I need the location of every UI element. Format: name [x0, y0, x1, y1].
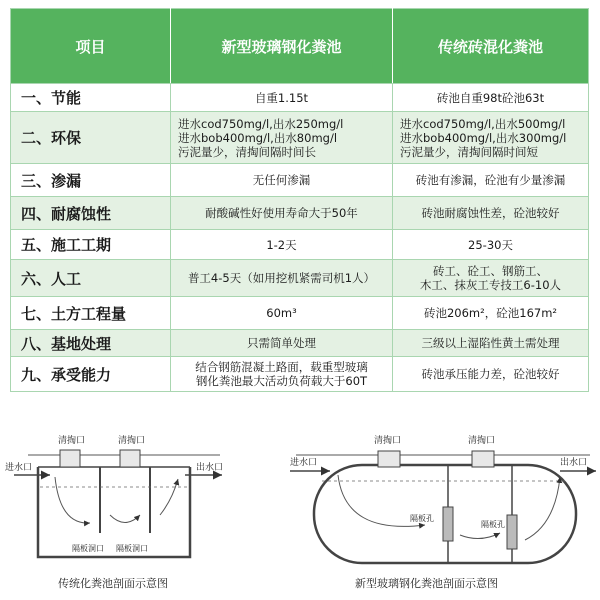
traditional-tank-wall — [38, 467, 190, 557]
manhole-1 — [60, 450, 80, 467]
cell-line: 自重1.15t — [254, 90, 309, 105]
cell-line: 砖池自重98t砼池63t — [436, 90, 545, 105]
row-label: 八、基地处理 — [11, 330, 171, 357]
new-tank-value — [171, 164, 393, 197]
table-row — [11, 260, 589, 297]
table-body — [11, 84, 589, 392]
cell-line: 砖池承压能力差，砼池较好 — [421, 367, 560, 381]
new-tank-value — [171, 230, 393, 260]
manhole-right-1 — [378, 451, 400, 467]
cell-line: 耐酸碱性好使用寿命大于50年 — [205, 206, 358, 220]
flow-arrow-3 — [160, 479, 178, 515]
cell-line: 无任何渗漏 — [252, 173, 311, 187]
right-diagram-caption: 新型玻璃钢化粪池剖面示意图 — [355, 577, 498, 590]
flow-arrow-1 — [55, 477, 90, 523]
row-label: 九、承受能力 — [11, 357, 171, 392]
right-hole-label-1: 隔板孔 — [410, 514, 434, 523]
left-cleanout-label-1: 清掏口 — [58, 436, 86, 446]
row-label: 三、渗漏 — [11, 164, 171, 197]
table-row — [11, 330, 589, 357]
cell-line: 60m³ — [266, 306, 297, 320]
new-tank-value — [171, 84, 393, 112]
traditional-tank-value — [393, 112, 589, 164]
cell-line: 钢化粪池最大活动负荷载大于60T — [195, 374, 368, 388]
new-tank-value — [171, 197, 393, 230]
manhole-right-2 — [472, 451, 494, 467]
left-cleanout-label-2: 清掏口 — [118, 436, 146, 446]
cell-line: 25-30天 — [468, 237, 513, 252]
cell-line: 进水cod750mg/l,出水500mg/l — [400, 116, 566, 131]
cell-line: 砖池有渗漏，砼池有少量渗漏 — [415, 173, 566, 187]
cell-line: 结合钢筋混凝土路面，载重型玻璃 — [195, 360, 368, 374]
traditional-tank-value — [393, 260, 589, 297]
cell-line: 只需简单处理 — [247, 336, 316, 350]
new-tank-value — [171, 330, 393, 357]
table-row — [11, 230, 589, 260]
filter-block-2 — [507, 515, 517, 549]
cell-line: 砖池耐腐蚀性差，砼池较好 — [421, 206, 560, 220]
table-row — [11, 164, 589, 197]
left-inlet-label: 进水口 — [5, 463, 33, 473]
cell-line: 1-2天 — [266, 237, 297, 252]
traditional-tank-value — [393, 84, 589, 112]
traditional-tank-value — [393, 357, 589, 392]
header-item: 项目 — [11, 9, 171, 84]
flow-arrow-right-2 — [460, 533, 500, 539]
right-inlet-label: 进水口 — [290, 458, 318, 468]
manhole-2 — [120, 450, 140, 467]
right-hole-label-2: 隔板孔 — [481, 520, 505, 529]
left-outlet-label: 出水口 — [196, 463, 224, 473]
table-row — [11, 84, 589, 112]
cell-line: 砖池206m²，砼池167m² — [423, 306, 558, 320]
cell-line: 污泥量少，清掏间隔时间短 — [400, 144, 538, 159]
diagrams-area — [0, 415, 600, 596]
right-cleanout-label-2: 清掏口 — [468, 436, 496, 446]
row-label: 五、施工工期 — [11, 230, 171, 260]
cell-line: 木工、抹灰工专技工6-10人 — [419, 278, 562, 292]
left-hole-label-1: 隔板洞口 — [72, 544, 104, 553]
table-row — [11, 197, 589, 230]
row-label: 六、人工 — [11, 260, 171, 297]
cell-line: 进水bob400mg/l,出水80mg/l — [178, 130, 338, 145]
traditional-tank-value — [393, 230, 589, 260]
table-row — [11, 297, 589, 330]
cell-line: 污泥量少，清掏间隔时间长 — [178, 144, 316, 159]
flow-arrow-2 — [110, 515, 140, 523]
traditional-tank-value — [393, 297, 589, 330]
left-diagram-caption: 传统化粪池剖面示意图 — [58, 577, 168, 590]
header-new-tank: 新型玻璃钢化粪池 — [171, 9, 393, 84]
table-header-row — [11, 9, 589, 84]
cell-line: 三级以上湿陷性黄土需处理 — [421, 336, 560, 350]
header-traditional-tank: 传统砖混化粪池 — [393, 9, 589, 84]
row-label: 一、节能 — [11, 84, 171, 112]
new-tank-value — [171, 297, 393, 330]
fiberglass-tank-diagram — [290, 434, 596, 563]
traditional-tank-diagram — [5, 434, 223, 557]
traditional-tank-value — [393, 197, 589, 230]
comparison-table — [10, 8, 589, 392]
cell-line: 进水bob400mg/l,出水300mg/l — [400, 130, 567, 145]
row-label: 四、耐腐蚀性 — [11, 197, 171, 230]
traditional-tank-value — [393, 330, 589, 357]
table-row — [11, 112, 589, 164]
traditional-tank-value — [393, 164, 589, 197]
new-tank-value — [171, 260, 393, 297]
cell-line: 普工4-5天（如用挖机紧需司机1人） — [187, 271, 376, 285]
cell-line: 砖工、砼工、钢筋工、 — [433, 264, 548, 278]
left-hole-label-2: 隔板洞口 — [116, 544, 148, 553]
filter-block-1 — [443, 507, 453, 541]
row-label: 七、土方工程量 — [11, 297, 171, 330]
flow-arrow-right-3 — [525, 477, 560, 540]
cross-section-diagrams — [0, 415, 600, 596]
right-cleanout-label-1: 清掏口 — [374, 436, 402, 446]
cell-line: 进水cod750mg/l,出水250mg/l — [178, 116, 344, 131]
new-tank-value — [171, 357, 393, 392]
row-label: 二、环保 — [11, 112, 171, 164]
right-outlet-label: 出水口 — [560, 458, 588, 468]
table-row — [11, 357, 589, 392]
new-tank-value — [171, 112, 393, 164]
